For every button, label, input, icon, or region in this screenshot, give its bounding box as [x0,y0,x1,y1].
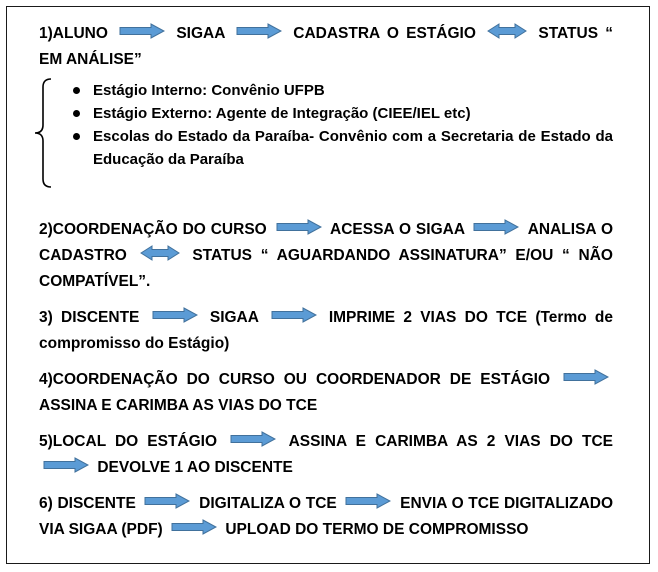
step-3-actor: 3) DISCENTE [39,309,140,326]
right-arrow-icon [473,219,519,235]
right-arrow-icon [271,307,317,323]
step-6-action-3: UPLOAD DO TERMO DE COMPROMISSO [225,521,529,538]
spacer [39,171,613,217]
step-3 [39,305,613,357]
list-item-text: Estágio Externo: Agente de Integração (CIEE/IEL etc) [93,105,471,122]
step-1-status: STATUS “ EM ANÁLISE” [39,25,614,68]
right-arrow-icon [236,23,282,39]
right-arrow-icon [345,493,391,509]
step-1-actor: 1)ALUNO [39,25,108,42]
right-arrow-icon [144,493,190,509]
right-arrow-icon [43,457,89,473]
spacer [39,295,613,305]
right-arrow-icon [563,369,609,385]
step-2 [39,217,613,295]
step-4-actor: 4)COORDENAÇÃO DO CURSO OU COORDENADOR DE ESTÁGIO [39,371,551,388]
step-5 [39,429,613,481]
list-item-text: Estágio Interno: Convênio UFPB [93,82,325,99]
step-5-action-1: ASSINA E CARIMBA AS 2 VIAS DO TCE [288,433,614,450]
right-arrow-icon [230,431,276,447]
step-2-actor: 2)COORDENAÇÃO DO CURSO [39,221,267,238]
bullet-icon [73,87,80,94]
left-right-arrow-icon [140,245,180,261]
step-1 [39,21,613,73]
list-item [73,79,613,102]
right-arrow-icon [119,23,165,39]
bullet-icon [73,133,80,140]
step-2-action-1: ACESSA O SIGAA [330,221,465,238]
step-3-action: IMPRIME 2 VIAS DO TCE (Termo de compromisso do Estágio) [39,309,614,352]
right-arrow-icon [171,519,217,535]
step-6-actor: 6) DISCENTE [39,495,136,512]
step-6 [39,491,613,543]
list-item [73,102,613,125]
spacer [39,481,613,491]
step-5-actor: 5)LOCAL DO ESTÁGIO [39,433,218,450]
list-item-text: Escolas do Estado da Paraíba- Convênio com a Secretaria de Estado da Educação da Paraíba [93,128,613,168]
spacer [39,419,613,429]
step-6-action-2: ENVIA O TCE DIGITALIZADO VIA SIGAA (PDF) [39,495,614,538]
right-arrow-icon [276,219,322,235]
step-2-action-2: ANALISA O CADASTRO [39,221,614,264]
agreement-list [39,79,613,171]
list-item [73,125,613,171]
left-right-arrow-icon [487,23,527,39]
right-arrow-icon [152,307,198,323]
step-6-action-1: DIGITALIZA O TCE [199,495,337,512]
step-3-system: SIGAA [209,309,259,326]
flowchart-text [39,21,613,543]
step-1-action: CADASTRA O ESTÁGIO [293,25,476,42]
step-2-status: STATUS “ AGUARDANDO ASSINATURA” E/OU “ NÃO COMPATÍVEL”. [39,247,613,290]
document-frame [6,6,650,564]
left-brace-icon [33,77,55,189]
spacer [39,357,613,367]
step-1-system: SIGAA [176,25,225,42]
bullet-icon [73,110,80,117]
step-5-action-2: DEVOLVE 1 AO DISCENTE [97,459,293,476]
step-4 [39,367,613,419]
step-4-action: ASSINA E CARIMBA AS VIAS DO TCE [39,397,318,414]
